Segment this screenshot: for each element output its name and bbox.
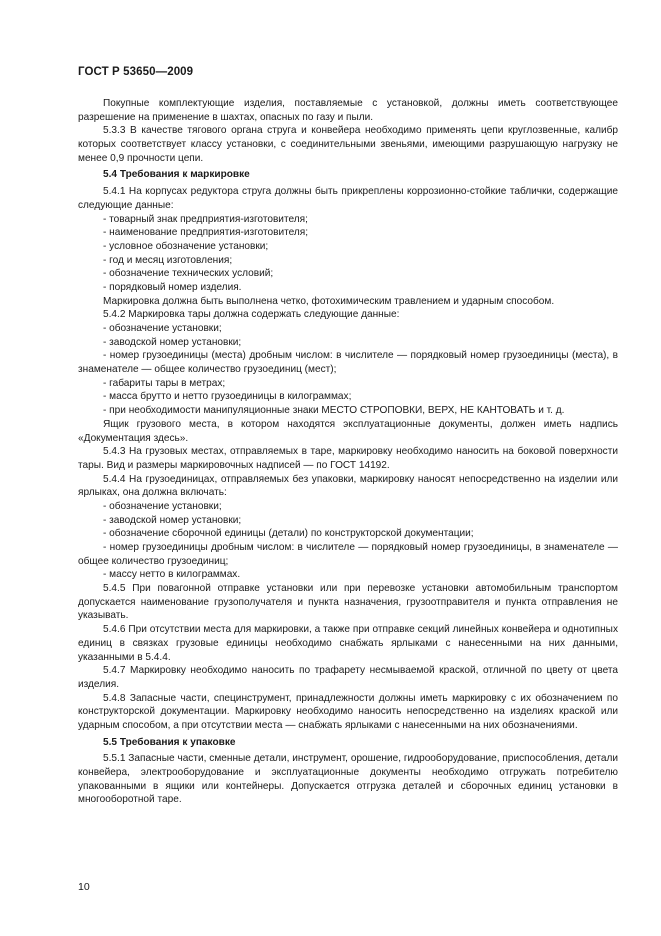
list-item: - заводской номер установки; [103,514,242,526]
paragraph: 5.4.5 При повагонной отправке установки или при перевозке установки автомобильным транспортом допускается наименование грузополучателя и пункта назначения, грузоотправителя и пункта отправления не указывать. [78,583,618,622]
paragraph: Маркировка должна быть выполнена четко, фотохимическим травлением и ударным способом. [103,295,555,307]
list-item: - массу нетто в килограммах. [103,569,241,581]
paragraph: Покупные комплектующие изделия, поставляемые с установкой, должны иметь соответствующее разрешение на применение в шахтах, опасных по газу и пыли. [78,98,618,123]
list-item: - наименование предприятия-изготовителя; [103,227,309,239]
paragraph: 5.4.1 На корпусах редуктора струга должны быть прикреплены коррозионно-стойкие таблички, содержащие следующие данные: [78,186,618,211]
list-item: - масса брутто и нетто грузоединицы в килограммах; [103,391,352,403]
section-heading: 5.4 Требования к маркировке [103,169,250,181]
list-item: - обозначение установки; [103,323,222,334]
list-item: - год и месяц изготовления; [103,254,233,266]
list-item: - условное обозначение установки; [103,240,269,252]
paragraph: 5.4.2 Маркировка тары должна содержать следующие данные: [103,309,400,321]
list-item: - порядковый номер изделия. [103,281,242,293]
list-item: - номер грузоединицы (места) дробным числом: в числителе — порядковый номер грузоединицы (места), в знаменателе — общее количество грузоединиц (мест); [78,350,618,376]
paragraph: 5.4.8 Запасные части, специнструмент, принадлежности должны иметь маркировку с их обозначением по конструкторской документации. Маркировку необходимо наносить непосредственно на изделиях краской или ударным способом, а при отсутствии места — снабжать ярлыками с нанесенными на них обозначениями. [78,692,618,731]
list-item: - номер грузоединицы дробным числом: в числителе — порядковый номер грузоединицы, в знаменателе — общее количество грузоединиц; [78,542,618,567]
paragraph: 5.4.6 При отсутствии места для маркировки, а также при отправке секций линейных конвейера и однотипных единиц в связках грузовые единицы необходимо снабжать ярлыками с нанесенными на них данными, указанными в 5.4.4. [78,624,618,663]
paragraph: 5.5.1 Запасные части, сменные детали, инструмент, орошение, гидрооборудование, приспособления, детали конвейера, электрооборудование и эксплуатационные документы необходимо отгружать потребителю упакованными в ящики или контейнеры. Допускается отгрузка деталей и сборочных единиц установки в многооборотной таре. [78,753,618,806]
standard-header: ГОСТ Р 53650—2009 [78,66,194,78]
document-body [78,97,618,807]
list-item: - товарный знак предприятия-изготовителя; [103,213,308,225]
section-heading: 5.5 Требования к упаковке [103,736,236,748]
list-item: - габариты тары в метрах; [103,377,226,389]
list-item: - при необходимости манипуляционные знаки МЕСТО СТРОПОВКИ, ВЕРХ, НЕ КАНТОВАТЬ и т. д. [103,405,565,417]
list-item: - обозначение сборочной единицы (детали) по конструкторской документации; [103,528,474,540]
paragraph: Ящик грузового места, в котором находятся эксплуатационные документы, должен иметь надпись «Документация здесь». [78,418,618,444]
paragraph: 5.4.7 Маркировку необходимо наносить по трафарету несмываемой краской, отличной по цвету от цвета изделия. [78,665,618,690]
page-number: 10 [78,881,90,893]
list-item: - обозначение установки; [103,500,222,512]
paragraph: 5.4.3 На грузовых местах, отправляемых в таре, маркировку необходимо наносить на боковой поверхности тары. Вид и размеры маркировочных надписей — по ГОСТ 14192. [78,446,618,471]
paragraph: 5.4.4 На грузоединицах, отправляемых без упаковки, маркировку наносят непосредственно на изделии или ярлыках, она должна включать: [78,473,618,499]
list-item: - обозначение технических условий; [103,268,274,280]
paragraph: 5.3.3 В качестве тягового органа струга и конвейера необходимо применять цепи круглозвенные, калибр которых соответствует классу установки, с соединительными звеньями, имеющими разрушающую нагрузку не менее 0,9 прочности цепи. [78,125,618,164]
list-item: - заводской номер установки; [103,336,242,348]
